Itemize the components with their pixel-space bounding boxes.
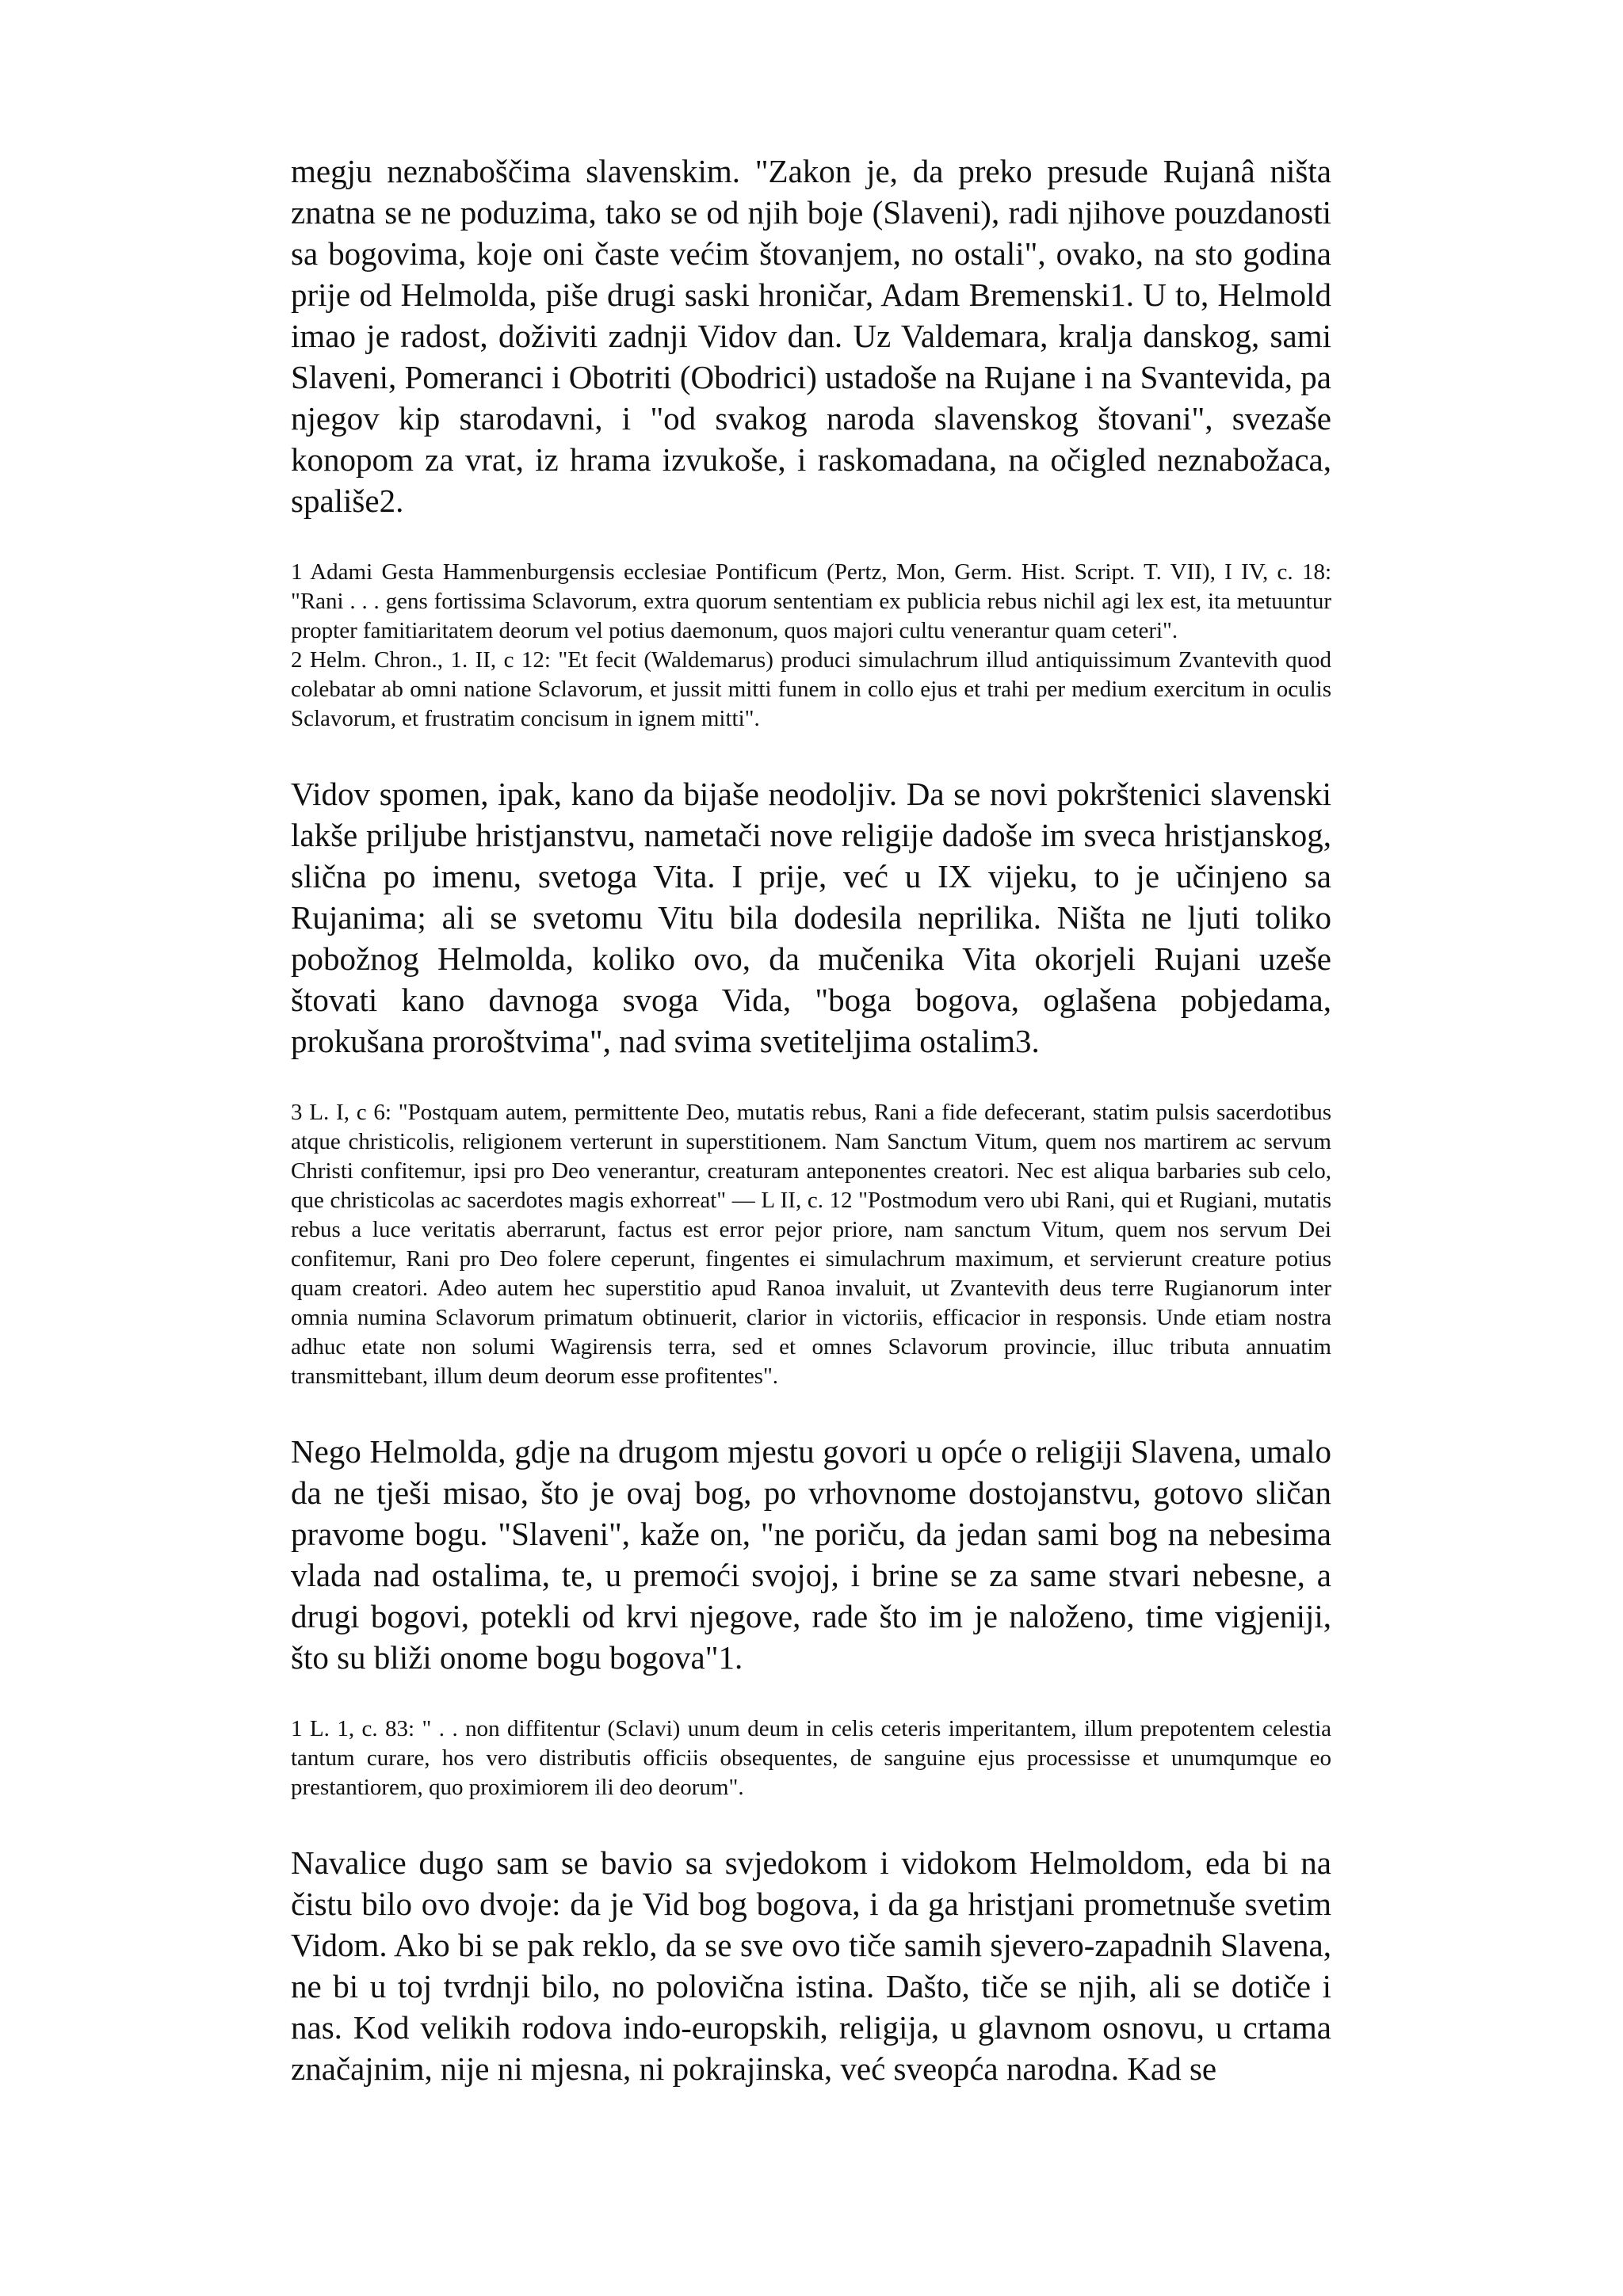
footnote-helmold-liber: 3 L. I, c 6: "Postquam autem, permittente Deo, mutatis rebus, Rani a fide defecerant, statim pulsis sacerdotibus atque christicolis, religionem verterunt in superstitionem. Nam Sanctum Vitum, quem nos martirem ac servum Christi confitemur, ipsi pro Deo venerantur, creaturam anteponentes creatori. Nec est aliqua barbaries sub celo, que christicolas ac sacerdotes magis exhorreat" — L II, c. 12 "Postmodum vero ubi Rani, qui et Rugiani, mutatis rebus a luce veritatis aberrarunt, factus est error pejor priore, nam sanctum Vitum, quem nos servum Dei confitemur, Rani pro Deo folere ceperunt, fingentes ei simulachrum maximum, et servierunt creature potius quam creatori. Adeo autem hec superstitio apud Ranoa invaluit, ut Zvantevith deus terre Rugianorum inter omnia numina Sclavorum primatum obtinuerit, clarior in victoriis, efficacior in responsis. Unde etiam nostra adhuc etate non solumi Wagirensis terra, sed et omnes Sclavorum provincie, illuc tributa annuatim transmittebant, illum deum deorum esse profitentes".	[291, 1100, 1331, 1389]
footnote-adam-bremenski: 1 Adami Gesta Hammenburgensis ecclesiae Pontificum (Pertz, Mon, Germ. Hist. Script. T. VII), I IV, c. 18: "Rani . . . gens fortissima Sclavorum, extra quorum sententiam ex publicia rebus nichil agi lex est, ita metuuntur propter famitiaritatem deorum vel potius daemonum, quos majori cultu venerantur quam ceteri".	[291, 559, 1331, 643]
body-paragraph: Vidov spomen, ipak, kano da bijaše neodoljiv. Da se novi pokrštenici slavenski lakše priljube hristjanstvu, nametači nove religije dadoše im sveca hristjanskog, slična po imenu, svetoga Vita. I prije, već u IX vijeku, to je učinjeno sa Rujanima; ali se svetomu Vitu bila dodesila neprilika. Ništa ne ljuti toliko pobožnog Helmolda, koliko ovo, da mučenika Vita okorjeli Rujani uzeše štovati kano davnoga svoga Vida, "boga bogova, oglašena pobjedama, prokušana proroštvima", nad svima svetiteljima ostalim3.	[291, 776, 1331, 1059]
footnote-block	[291, 1714, 1331, 1802]
body-paragraph: Nego Helmolda, gdje na drugom mjestu govori u opće o religiji Slavena, umalo da ne tješi misao, što je ovaj bog, po vrhovnome dostojanstvu, gotovo sličan pravome bogu. "Slaveni", kaže on, "ne poriču, da jedan sami bog na nebesima vlada nad ostalima, te, u premoći svojoj, i brine se za same stvari nebesne, a drugi bogovi, potekli od krvi njegove, rade što im je naloženo, time vigjeniji, što su bliži onome bogu bogova"1.	[291, 1433, 1331, 1676]
document-page	[291, 151, 1331, 2089]
footnote-helmold-chronicle: 2 Helm. Chron., 1. II, c 12: "Et fecit (Waldemarus) produci simulachrum illud antiquissimum Zvantevith quod colebatar ab omni natione Sclavorum, et jussit mitti funem in collo ejus et trahi per medium exercitum in oculis Sclavorum, et frustratim concisum in ignem mitti".	[291, 647, 1331, 731]
body-paragraph: Navalice dugo sam se bavio sa svjedokom i vidokom Helmoldom, eda bi na čistu bilo ovo dvoje: da je Vid bog bogova, i da ga hristjani prometnuše svetim Vidom. Ako bi se pak reklo, da se sve ovo tiče samih sjevero-zapadnih Slavena, ne bi u toj tvrdnji bilo, no polovična istina. Dašto, tiče se njih, ali se dotiče i nas. Kod velikih rodova indo-europskih, religija, u glavnom osnovu, u crtama značajnim, nije ni mjesna, ni pokrajinska, već sveopća narodna. Kad se	[291, 1844, 1331, 2087]
footnote-block	[291, 558, 1331, 734]
footnote-block	[291, 1098, 1331, 1391]
footnote-helmold-religion: 1 L. 1, c. 83: " . . non diffitentur (Sclavi) unum deum in celis ceteris imperitantem, illum prepotentem celestia tantum curare, hos vero distributis officiis obsequentes, de sanguine ejus processisse et unumqumque eo prestantiorem, quo proximiorem ili deo deorum".	[291, 1716, 1331, 1800]
body-paragraph: megju neznaboščima slavenskim. "Zakon je, da preko presude Rujanâ ništa znatna se ne poduzima, tako se od njih boje (Slaveni), radi njihove pouzdanosti sa bogovima, koje oni časte većim štovanjem, no ostali", ovako, na sto godina prije od Helmolda, piše drugi saski hroničar, Adam Bremenski1. U to, Helmold imao je radost, doživiti zadnji Vidov dan. Uz Valdemara, kralja danskog, sami Slaveni, Pomeranci i Obotriti (Obodrici) ustadoše na Rujane i na Svantevida, pa njegov kip starodavni, i "od svakog naroda slavenskog štovani", svezaše konopom za vrat, iz hrama izvukoše, i raskomadana, na očigled neznabožaca, spališe2.	[291, 153, 1331, 519]
